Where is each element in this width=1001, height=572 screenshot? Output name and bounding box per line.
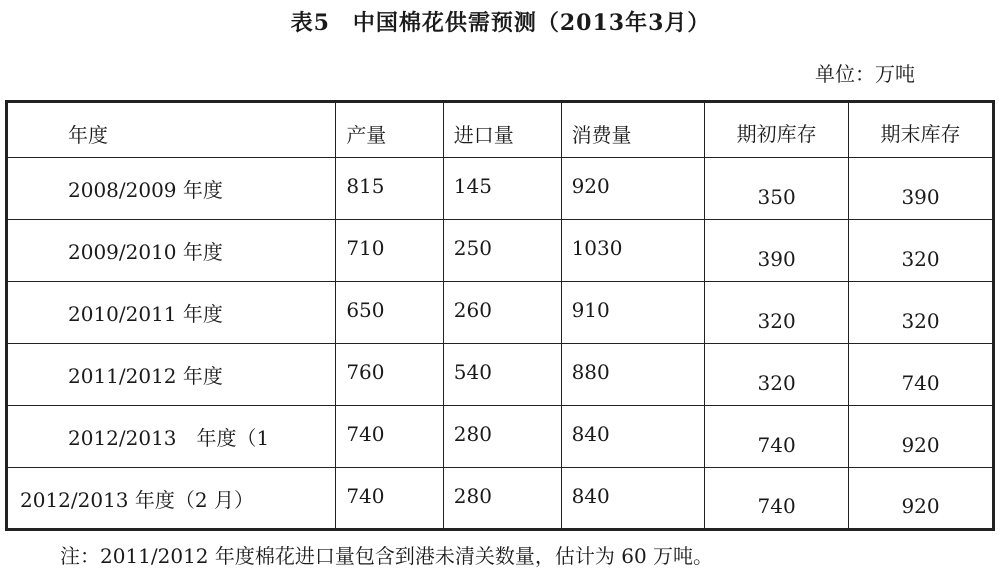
cell-closing-stock: 320: [849, 220, 994, 282]
supply-demand-table: [5, 100, 995, 531]
cell-imports: 260: [443, 282, 561, 344]
cell-opening-stock: 740: [705, 468, 849, 530]
cell-imports: 280: [443, 468, 561, 530]
cell-year: 2008/2009 年度: [7, 158, 336, 220]
cell-consumption: 840: [561, 406, 705, 468]
table-row: [7, 406, 994, 468]
cell-closing-stock: 390: [849, 158, 994, 220]
cell-production: 760: [336, 344, 443, 406]
table-row: [7, 344, 994, 406]
table-row: [7, 158, 994, 220]
cell-imports: 250: [443, 220, 561, 282]
header-year: 年度: [7, 102, 336, 158]
cell-imports: 145: [443, 158, 561, 220]
cell-imports: 280: [443, 406, 561, 468]
cell-consumption: 840: [561, 468, 705, 530]
cell-consumption: 910: [561, 282, 705, 344]
header-production: 产量: [336, 102, 443, 158]
cell-production: 740: [336, 406, 443, 468]
table-footnote: 注：2011/2012 年度棉花进口量包含到港未清关数量，估计为 60 万吨。: [60, 544, 714, 568]
cell-opening-stock: 320: [705, 344, 849, 406]
header-consumption: 消费量: [561, 102, 705, 158]
cell-imports: 540: [443, 344, 561, 406]
cell-consumption: 1030: [561, 220, 705, 282]
cell-production: 815: [336, 158, 443, 220]
table-row: [7, 282, 994, 344]
header-closing-stock: 期末库存: [849, 102, 994, 158]
cell-closing-stock: 920: [849, 406, 994, 468]
cell-opening-stock: 320: [705, 282, 849, 344]
cell-closing-stock: 740: [849, 344, 994, 406]
unit-label: 单位：万吨: [815, 62, 915, 86]
cell-consumption: 880: [561, 344, 705, 406]
cell-opening-stock: 740: [705, 406, 849, 468]
table-header-row: [7, 102, 994, 158]
cell-year: 2012/2013 年度（1: [7, 406, 336, 468]
cell-opening-stock: 390: [705, 220, 849, 282]
cell-closing-stock: 920: [849, 468, 994, 530]
cell-year: 2012/2013 年度（2 月）: [7, 468, 336, 530]
cell-year: 2010/2011 年度: [7, 282, 336, 344]
table-title: 表5 中国棉花供需预测（2013年3月）: [290, 10, 711, 36]
cell-production: 650: [336, 282, 443, 344]
cell-closing-stock: 320: [849, 282, 994, 344]
cell-opening-stock: 350: [705, 158, 849, 220]
cell-year: 2009/2010 年度: [7, 220, 336, 282]
table-row: [7, 468, 994, 530]
cell-year: 2011/2012 年度: [7, 344, 336, 406]
header-imports: 进口量: [443, 102, 561, 158]
cell-production: 740: [336, 468, 443, 530]
header-opening-stock: 期初库存: [705, 102, 849, 158]
cell-consumption: 920: [561, 158, 705, 220]
table-row: [7, 220, 994, 282]
cell-production: 710: [336, 220, 443, 282]
